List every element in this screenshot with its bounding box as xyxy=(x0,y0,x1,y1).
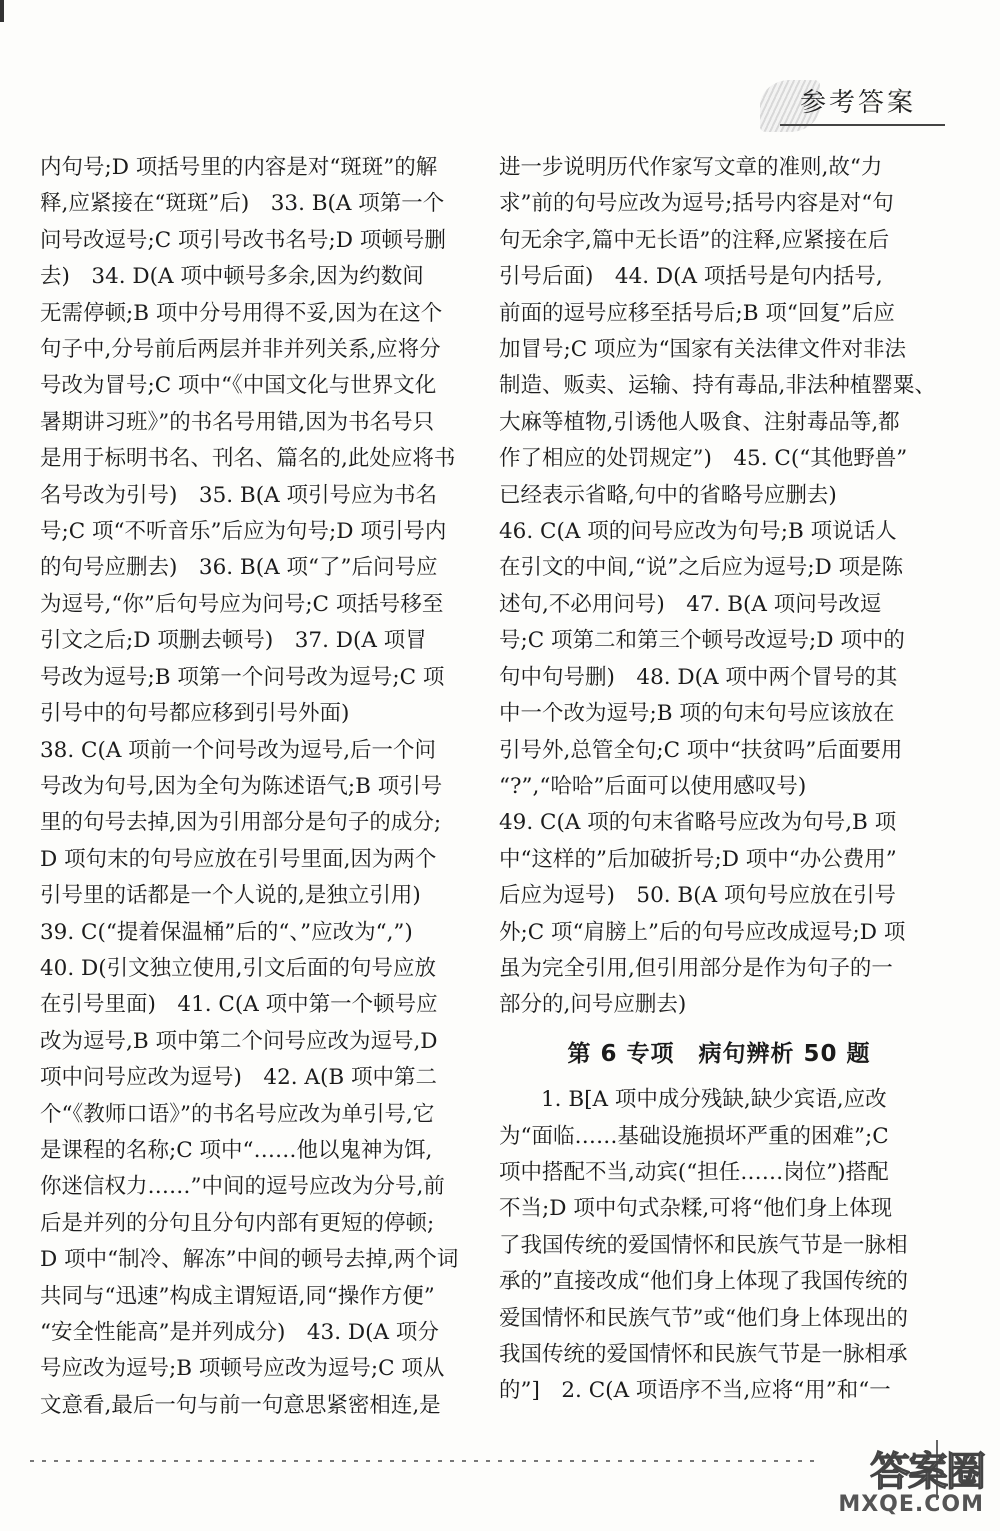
text-line: 暑期讲习班》”的书名号用错,因为书名号只 xyxy=(40,409,435,435)
text-line: 后是并列的分句且分句内部有更短的停顿; xyxy=(40,1210,435,1236)
text-line: 的句号应删去) 36. B(A 项“了”后问号应 xyxy=(40,555,438,581)
text-line: 40. D(引文独立使用,引文后面的句号应放 xyxy=(40,955,436,981)
text-line: 为“面临……基础设施损坏严重的困难”;C xyxy=(499,1123,889,1149)
page-header xyxy=(760,78,940,138)
text-line: 为逗号,“你”后句号应为问号;C 项括号移至 xyxy=(40,591,444,617)
text-line: “?”,“哈哈”后面可以使用感叹号) xyxy=(499,773,807,799)
text-line: D 项中“制冷、解冻”中间的顿号去掉,两个词 xyxy=(40,1247,459,1273)
text-line: 号;C 项第二和第三个顿号改逗号;D 项中的 xyxy=(499,628,905,654)
text-line: 号改为逗号;B 项第一个问号改为逗号;C 项 xyxy=(40,664,445,690)
text-line: 部分的,问号应删去) xyxy=(499,992,687,1018)
watermark-logo xyxy=(840,1440,990,1525)
text-line: 前面的逗号应移至括号后;B 项“回复”后应 xyxy=(499,300,895,326)
text-line: 进一步说明历代作家写文章的准则,故“力 xyxy=(499,155,883,180)
text-line: 我国传统的爱国情怀和民族气节是一脉相承 xyxy=(499,1342,908,1367)
text-line: D 项句末的句号应放在引号里面,因为两个 xyxy=(40,846,437,872)
edge-mark xyxy=(0,0,4,22)
text-line: 的”] 2. C(A 项语序不当,应将“用”和“一 xyxy=(499,1378,891,1404)
text-line: 内句号;D 项括号里的内容是对“斑斑”的解 xyxy=(40,155,438,180)
text-line: 你迷信权力……”中间的逗号应改为分号,前 xyxy=(40,1174,445,1200)
right-column-bottom xyxy=(499,1082,939,1410)
text-line: 个“《教师口语》”的书名号应改为单引号,它 xyxy=(40,1101,435,1127)
header-title: 参考答案 xyxy=(800,88,917,118)
text-line: 号;C 项“不听音乐”后应为句号;D 项引号内 xyxy=(40,519,447,545)
watermark-main-text: 答案圈 xyxy=(870,1449,984,1495)
left-column xyxy=(40,150,470,1424)
text-line: 句子中,分号前后两层并非并列关系,应将分 xyxy=(40,337,441,363)
text-line: 46. C(A 项的问号应改为句号;B 项说话人 xyxy=(499,519,897,545)
text-line: 求”前的句号应改为逗号;括号内容是对“句 xyxy=(499,191,894,217)
section-title: 第 6 专项 病句辨析 50 题 xyxy=(567,1040,871,1067)
right-column-top xyxy=(499,150,939,1024)
text-line: 号改为冒号;C 项中“《中国文化与世界文化 xyxy=(40,373,437,399)
text-line: 句无余字,篇中无长语”的注释,应紧接在后 xyxy=(499,227,890,253)
text-line: 作了相应的处罚规定”) 45. C(“其他野兽” xyxy=(499,446,908,472)
text-line: “安全性能高”是并列成分) 43. D(A 项分 xyxy=(40,1320,439,1345)
text-line: 虽为完全引用,但引用部分是作为句子的一 xyxy=(499,955,893,981)
header-rule xyxy=(780,124,945,126)
text-line: 引文之后;D 项删去顿号) 37. D(A 项冒 xyxy=(40,628,427,654)
text-line: 制造、贩卖、运输、持有毒品,非法种植罂粟、 xyxy=(499,373,936,399)
text-line: 名号改为引号) 35. B(A 项引号应为书名 xyxy=(40,482,437,508)
text-line: 已经表示省略,句中的省略号应删去) xyxy=(499,482,837,508)
watermark-url: MXQE.COM xyxy=(838,1492,984,1517)
text-line: 引号里的话都是一个人说的,是独立引用) xyxy=(40,883,421,909)
text-line: 改为逗号,B 项中第二个问号应改为逗号,D xyxy=(40,1028,438,1054)
text-line: 加冒号;C 项应为“国家有关法律文件对非法 xyxy=(499,337,907,363)
text-line: 是课程的名称;C 项中“……他以鬼神为饵, xyxy=(40,1137,433,1163)
text-line: 无需停顿;B 项中分号用得不妥,因为在这个 xyxy=(40,300,443,326)
text-line: 1. B[A 项中成分残缺,缺少宾语,应改 xyxy=(541,1087,887,1113)
footer-dotted-rule xyxy=(30,1460,820,1462)
text-line: 后应为逗号) 50. B(A 项句号应放在引号 xyxy=(499,883,896,909)
text-line: 里的句号去掉,因为引用部分是句子的成分; xyxy=(40,810,442,836)
text-line: 项中搭配不当,动宾(“担任……岗位”)搭配 xyxy=(499,1159,889,1185)
text-line: 文意看,最后一句与前一句意思紧密相连,是 xyxy=(40,1392,441,1418)
text-line: 外;C 项“肩膀上”后的句号应改成逗号;D 项 xyxy=(499,919,906,945)
text-line: 引号后面) 44. D(A 项括号是句内括号, xyxy=(499,264,883,290)
text-line: 问号改逗号;C 项引号改书名号;D 项顿号删 xyxy=(40,227,446,253)
text-line: 大麻等植物,引诱他人吸食、注射毒品等,都 xyxy=(499,409,900,435)
right-column xyxy=(499,150,939,1410)
text-line: 爱国情怀和民族气节”或“他们身上体现出的 xyxy=(499,1305,908,1331)
text-line: 项中问号应改为逗号) 42. A(B 项中第二 xyxy=(40,1065,437,1091)
text-line: 在引号里面) 41. C(A 项中第一个顿号应 xyxy=(40,992,438,1018)
text-line: 38. C(A 项前一个问号改为逗号,后一个问 xyxy=(40,737,437,763)
text-line: 在引文的中间,“说”之后应为逗号;D 项是陈 xyxy=(499,555,904,581)
text-line: 是用于标明书名、刊名、篇名的,此处应将书 xyxy=(40,446,456,472)
text-line: 述句,不必用问号) 47. B(A 项问号改逗 xyxy=(499,591,882,617)
text-line: 号改为句号,因为全句为陈述语气;B 项引号 xyxy=(40,773,443,799)
text-line: 引号中的句号都应移到引号外面) xyxy=(40,701,350,727)
text-line: 句中句号删) 48. D(A 项中两个冒号的其 xyxy=(499,664,898,690)
text-line: 去) 34. D(A 项中顿号多余,因为约数间 xyxy=(40,264,424,290)
text-line: 不当;D 项中句式杂糅,可将“他们身上体现 xyxy=(499,1196,893,1222)
text-line: 共同与“迅速”构成主谓短语,同“操作方便” xyxy=(40,1283,435,1309)
text-line: 释,应紧接在“斑斑”后) 33. B(A 项第一个 xyxy=(40,191,445,217)
text-line: 中一个改为逗号;B 项的句末句号应该放在 xyxy=(499,701,895,727)
text-line: 号应改为逗号;B 项顿号应改为逗号;C 项从 xyxy=(40,1356,445,1382)
text-line: 引号外,总管全句;C 项中“扶贫吗”后面要用 xyxy=(499,737,903,763)
text-line: 中“这样的”后加破折号;D 项中“办公费用” xyxy=(499,846,897,872)
text-line: 承的”直接改成“他们身上体现了我国传统的 xyxy=(499,1269,908,1295)
text-line: 了我国传统的爱国情怀和民族气节是一脉相 xyxy=(499,1232,908,1258)
text-line: 39. C(“提着保温桶”后的“、”应改为“,”) xyxy=(40,919,413,945)
text-line: 49. C(A 项的句末省略号应改为句号,B 项 xyxy=(499,810,897,836)
